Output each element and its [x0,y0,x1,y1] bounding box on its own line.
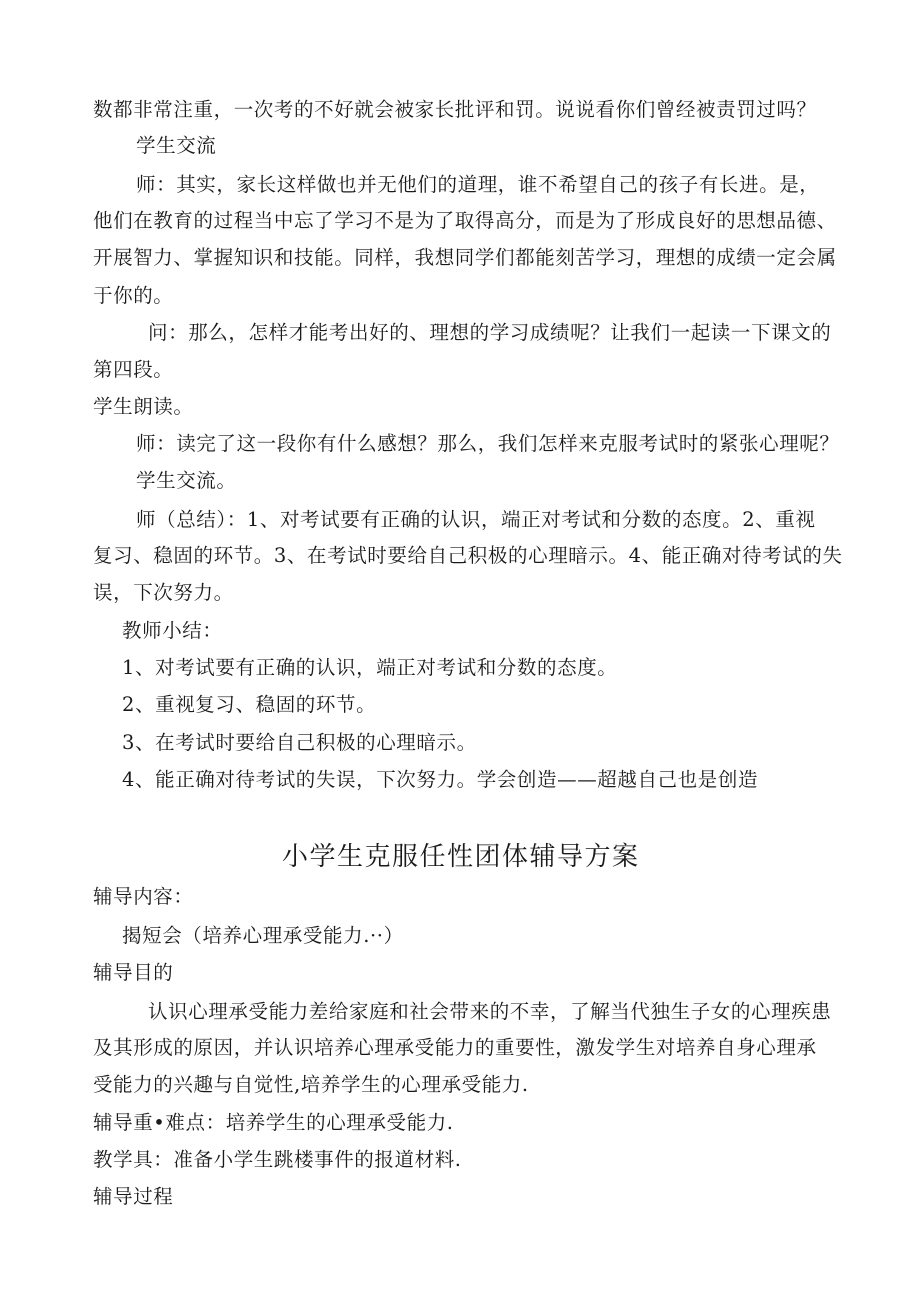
paragraph-line: 师：其实，家长这样做也并无他们的道理，谁不希望自己的孩子有长进。是， [136,173,820,196]
list-item: 4、能正确对待考试的失误，下次努力。学会创造——超越自己也是创造 [122,768,759,791]
paragraph-line: 于你的。 [93,284,174,307]
paragraph-line: 辅导重•难点：培养学生的心理承受能力. [93,1111,454,1134]
paragraph-line: 辅导目的 [93,961,174,984]
paragraph-line: 他们在教育的过程当中忘了学习不是为了取得高分，而是为了形成良好的思想品德、 [93,209,837,232]
paragraph-line: 教学具：准备小学生跳楼事件的报道材料. [93,1148,462,1171]
paragraph-line: 师：读完了这一段你有什么感想？那么，我们怎样来克服考试时的紧张心理呢？ [136,432,840,455]
paragraph-line: 学生交流。 [136,469,237,492]
paragraph-line: 教师小结： [122,619,223,642]
list-item: 3、在考试时要给自己积极的心理暗示。 [122,731,477,754]
paragraph-line: 辅导过程 [93,1185,174,1208]
list-item: 1、对考试要有正确的认识，端正对考试和分数的态度。 [122,656,618,679]
document-title: 小学生克服任性团体辅导方案 [282,842,640,872]
paragraph-line: 数都非常注重，一次考的不好就会被家长批评和罚。说说看你们曾经被责罚过吗？ [93,98,817,121]
paragraph-line: 及其形成的原因，并认识培养心理承受能力的重要性，激发学生对培养自身心理承 [93,1036,817,1059]
paragraph-line: 第四段。 [93,358,174,381]
paragraph-line: 认识心理承受能力差给家庭和社会带来的不幸，了解当代独生子女的心理疾患 [148,1000,832,1023]
paragraph-line: 误，下次努力。 [93,581,234,604]
paragraph-line: 辅导内容： [93,885,194,908]
paragraph-line: 复习、稳固的环节。3、在考试时要给自己积极的心理暗示。4、能正确对待考试的失 [93,544,843,567]
paragraph-line: 受能力的兴趣与自觉性,培养学生的心理承受能力. [93,1073,529,1096]
paragraph-line: 学生交流 [136,134,217,157]
paragraph-line: 开展智力、掌握知识和技能。同样，我想同学们都能刻苦学习，理想的成绩一定会属 [93,246,837,269]
paragraph-line: 揭短会（培养心理承受能力.··） [122,924,404,947]
paragraph-line: 学生朗读。 [93,395,194,418]
paragraph-line: 问：那么，怎样才能考出好的、理想的学习成绩呢？让我们一起读一下课文的 [148,321,832,344]
list-item: 2、重视复习、稳固的环节。 [122,693,377,716]
paragraph-line: 师（总结）：1、对考试要有正确的认识，端正对考试和分数的态度。2、重视 [136,508,816,531]
